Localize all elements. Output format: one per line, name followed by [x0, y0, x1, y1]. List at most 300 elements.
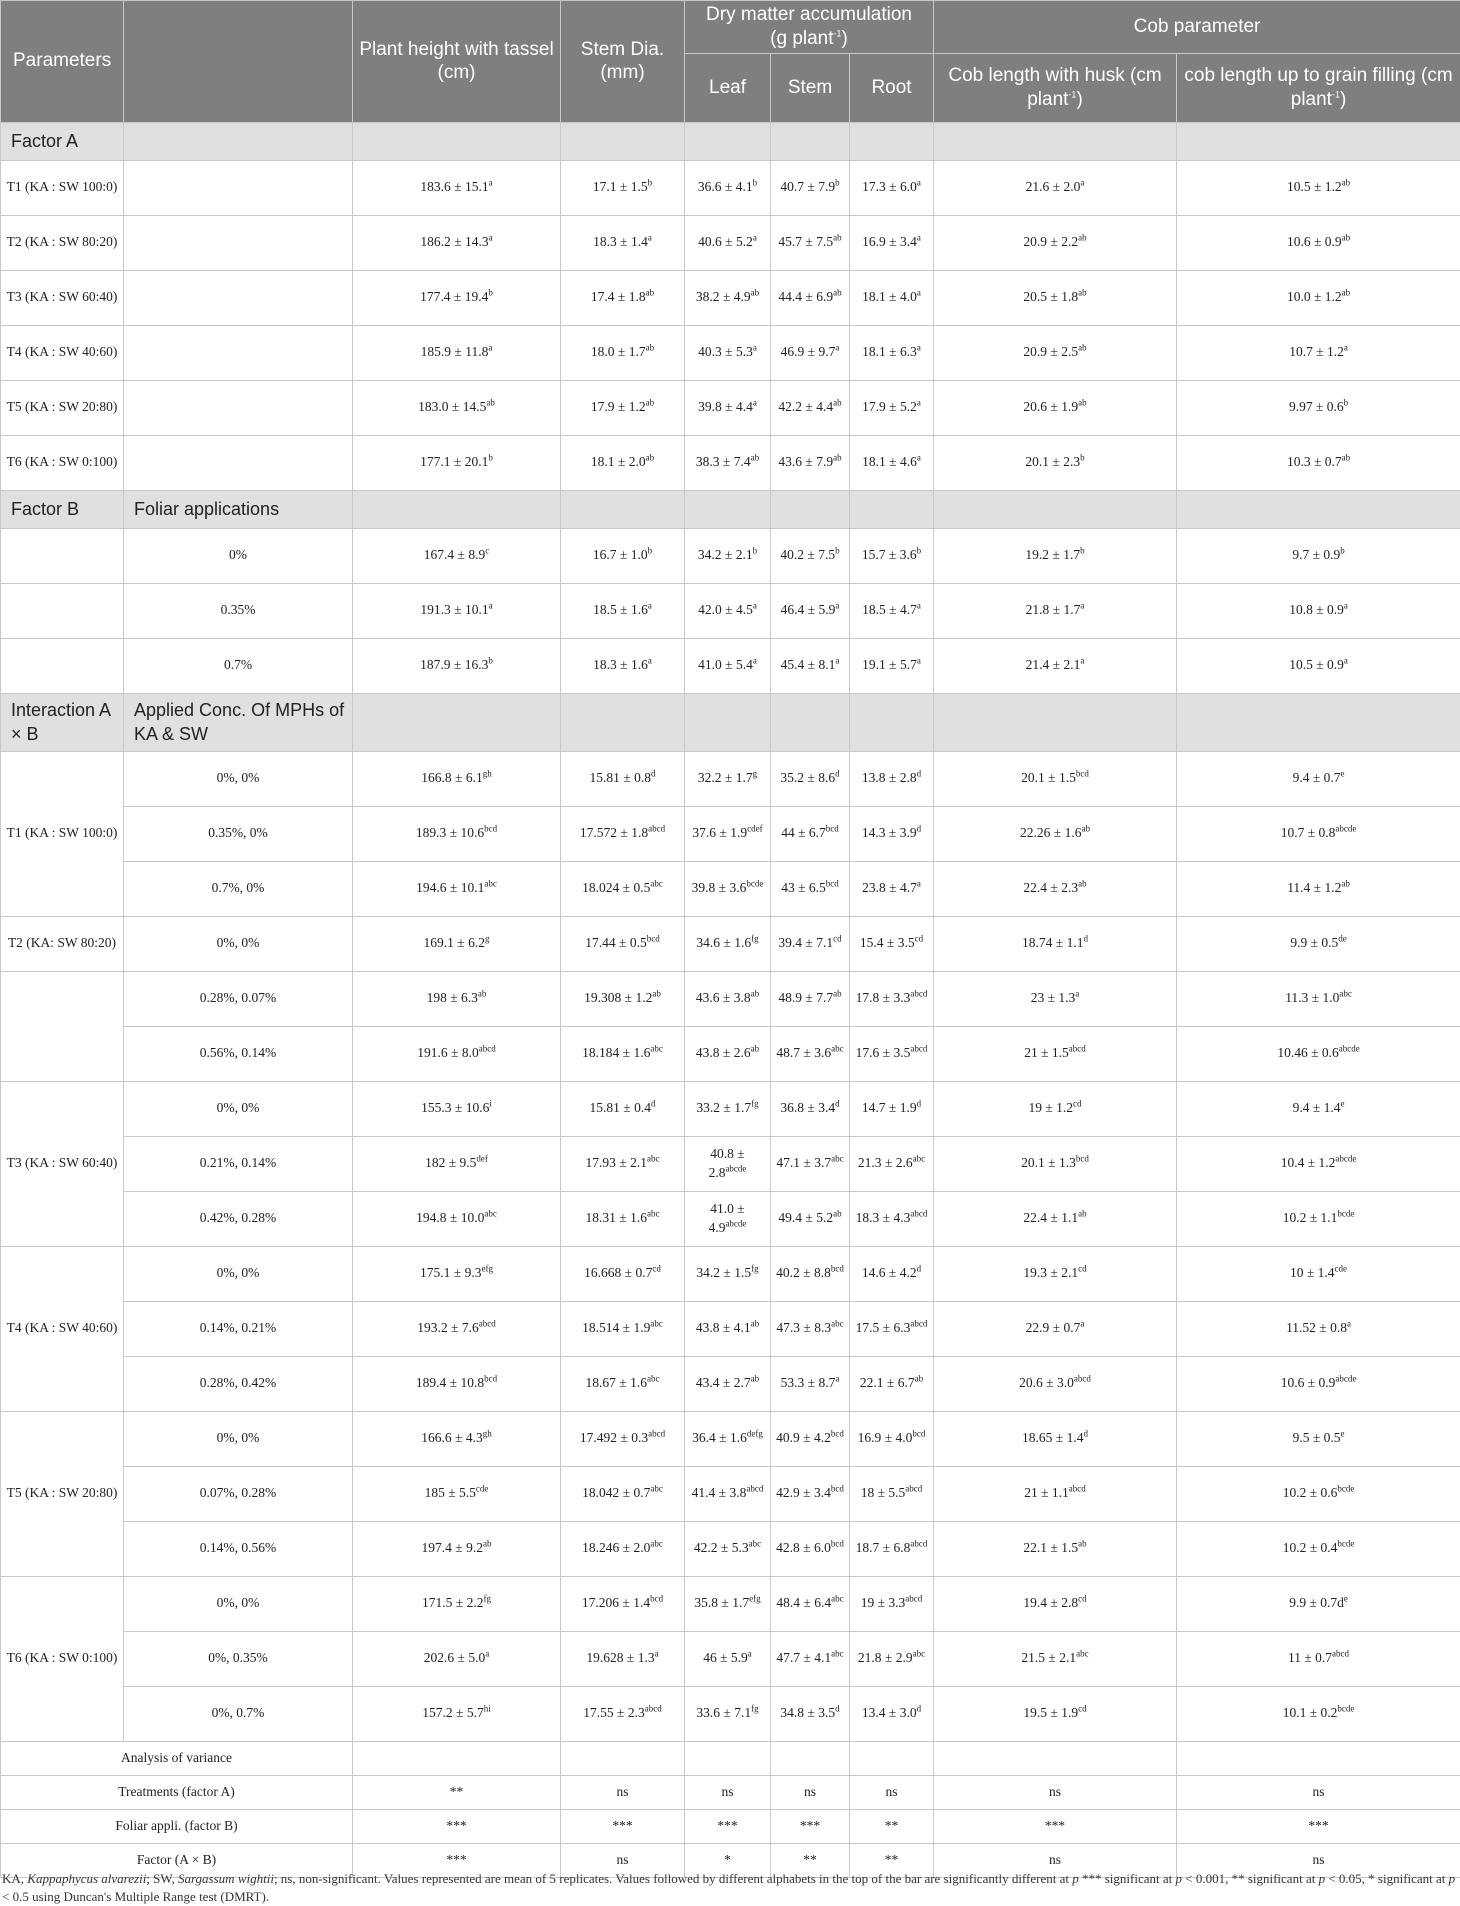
table-footnote [2, 1870, 1458, 1906]
cell-value: 11 ± 0.7 [1288, 1650, 1332, 1665]
section-blank [561, 693, 685, 751]
cell-value: 47.7 ± 4.1 [776, 1650, 831, 1665]
cell-letters: ab [1078, 288, 1087, 298]
cell-cob-grain [1177, 1466, 1460, 1521]
cell-value: 14.7 ± 1.9 [862, 1100, 917, 1115]
cell-leaf [685, 215, 771, 270]
cell-letters: a [917, 453, 921, 463]
cell-plant-height [353, 1686, 561, 1741]
cell-stem [771, 971, 850, 1026]
row-label: 0.28%, 0.07% [124, 971, 353, 1026]
row-blank [1, 583, 124, 638]
fn-text: < 0.001, ** significant at [1182, 1871, 1319, 1886]
cell-value: 166.6 ± 4.3 [421, 1430, 482, 1445]
cell-leaf [685, 806, 771, 861]
cell-letters: abcd [910, 989, 927, 999]
cell-plant-height [353, 971, 561, 1026]
cell-value: 18.3 ± 1.6 [593, 657, 648, 672]
cell-letters: ab [1342, 288, 1351, 298]
cell-letters: a [835, 343, 839, 353]
cell-stem-dia [561, 806, 685, 861]
row-label: T5 (KA : SW 20:80) [1, 380, 124, 435]
cell-cob-grain [1177, 325, 1460, 380]
cell-value: 43.6 ± 3.8 [696, 990, 751, 1005]
row-label: T1 (KA : SW 100:0) [1, 160, 124, 215]
cell-leaf [685, 971, 771, 1026]
cell-letters: abcde [1335, 1374, 1356, 1384]
cell-leaf [685, 1246, 771, 1301]
cell-leaf [685, 638, 771, 693]
cell-letters: ab [751, 453, 760, 463]
cell-letters: ab [1078, 1209, 1087, 1219]
cell-leaf [685, 160, 771, 215]
cell-value: 48.4 ± 6.4 [776, 1595, 831, 1610]
cell-value: 38.2 ± 4.9 [696, 289, 751, 304]
cell-plant-height [353, 1411, 561, 1466]
header-parameters: Parameters [1, 1, 124, 123]
cell-cob-husk [934, 806, 1177, 861]
group-label: T1 (KA : SW 100:0) [1, 751, 124, 916]
cell-letters: abcd [910, 1044, 927, 1054]
cell-cob-husk [934, 435, 1177, 490]
fn-p: p [1319, 1871, 1326, 1886]
cell-leaf [685, 1356, 771, 1411]
cell-letters: b [835, 178, 840, 188]
section-blank [353, 122, 561, 160]
cell-stem [771, 1631, 850, 1686]
header-cob-grain [1177, 53, 1460, 122]
cell-cob-grain [1177, 1356, 1460, 1411]
cell-value: 18.514 ± 1.9 [582, 1320, 650, 1335]
fn-text: *** significant at [1079, 1871, 1176, 1886]
cell-value: 45.4 ± 8.1 [781, 657, 836, 672]
anova-stem: ** [771, 1843, 850, 1877]
cell-value: 36.6 ± 4.1 [698, 179, 753, 194]
cell-letters: abcd [910, 1209, 927, 1219]
cell-letters: d [1083, 934, 1088, 944]
table-row [1, 435, 1460, 490]
cell-letters: abc [831, 1594, 844, 1604]
cell-plant-height [353, 325, 561, 380]
cell-cob-grain [1177, 1081, 1460, 1136]
cell-cob-husk [934, 215, 1177, 270]
cell-value: 20.5 ± 1.8 [1023, 289, 1078, 304]
cell-root [850, 1686, 934, 1741]
cell-cob-grain [1177, 583, 1460, 638]
cell-value: 39.8 ± 3.6 [692, 880, 747, 895]
cell-value: 18.1 ± 6.3 [862, 344, 917, 359]
cell-letters: a [753, 398, 757, 408]
cell-letters: abcd [905, 1594, 922, 1604]
cell-letters: ab [1078, 879, 1087, 889]
cell-value: 34.2 ± 1.5 [696, 1265, 751, 1280]
cell-cob-husk [934, 528, 1177, 583]
cell-value: 9.4 ± 1.4 [1293, 1100, 1341, 1115]
cell-cob-grain [1177, 215, 1460, 270]
cell-root [850, 1026, 934, 1081]
cell-value: 18.3 ± 4.3 [856, 1210, 911, 1225]
cell-letters: abc [650, 1319, 663, 1329]
cell-value: 18.184 ± 1.6 [582, 1045, 650, 1060]
cell-root [850, 325, 934, 380]
cell-letters: bcd [831, 1484, 844, 1494]
cell-value: 183.6 ± 15.1 [420, 179, 488, 194]
cell-leaf [685, 1191, 771, 1246]
section-blank [771, 122, 850, 160]
cell-value: 157.2 ± 5.7 [422, 1705, 483, 1720]
cell-letters: ab [1078, 233, 1087, 243]
cell-letters: gh [483, 1429, 492, 1439]
cell-value: 18.5 ± 4.7 [862, 602, 917, 617]
cell-value: 17.55 ± 2.3 [583, 1705, 644, 1720]
cell-cob-grain [1177, 1411, 1460, 1466]
row-blank [1, 638, 124, 693]
cell-leaf [685, 380, 771, 435]
cell-letters: ab [483, 1539, 492, 1549]
cell-value: 44.4 ± 6.9 [778, 289, 833, 304]
cell-letters: b [648, 546, 653, 556]
cell-letters: fg [751, 934, 759, 944]
cell-letters: ab [652, 989, 661, 999]
table-row [1, 1411, 1460, 1466]
cell-plant-height [353, 1356, 561, 1411]
cell-letters: def [476, 1154, 488, 1164]
row-label: 0.7%, 0% [124, 861, 353, 916]
cell-leaf [685, 751, 771, 806]
cell-letters: ab [1342, 453, 1351, 463]
anova-title: Analysis of variance [1, 1741, 353, 1775]
cell-value: 186.2 ± 14.3 [420, 234, 488, 249]
cell-letters: bcd [650, 1594, 663, 1604]
cell-plant-height [353, 1081, 561, 1136]
cell-stem-dia [561, 1081, 685, 1136]
cell-plant-height [353, 435, 561, 490]
cell-plant-height [353, 1246, 561, 1301]
cell-value: 19.4 ± 2.8 [1023, 1595, 1078, 1610]
cell-letters: a [489, 233, 493, 243]
cell-value: 13.8 ± 2.8 [862, 770, 917, 785]
cell-value: 18.7 ± 6.8 [856, 1540, 911, 1555]
cell-value: 41.4 ± 3.8 [692, 1485, 747, 1500]
cell-value: 10.6 ± 0.9 [1287, 234, 1342, 249]
cell-letters: ab [646, 343, 655, 353]
cell-stem-dia [561, 1356, 685, 1411]
cell-root [850, 270, 934, 325]
cell-letters: abcd [648, 824, 665, 834]
cell-value: 16.7 ± 1.0 [593, 547, 648, 562]
cell-letters: a [917, 288, 921, 298]
cell-plant-height [353, 1026, 561, 1081]
cell-leaf [685, 861, 771, 916]
cell-letters: ab [833, 288, 842, 298]
cell-value: 43 ± 6.5 [781, 880, 826, 895]
cell-value: 198 ± 6.3 [427, 990, 478, 1005]
cell-letters: e [1344, 1594, 1348, 1604]
fn-p: p [1175, 1871, 1182, 1886]
cell-value: 15.7 ± 3.6 [862, 547, 917, 562]
cell-letters: a [835, 656, 839, 666]
cell-letters: a [753, 656, 757, 666]
cell-stem-dia [561, 435, 685, 490]
cell-leaf [685, 1081, 771, 1136]
cell-root [850, 1466, 934, 1521]
table-row [1, 1301, 1460, 1356]
section-blank [353, 693, 561, 751]
cell-letters: abc [831, 1154, 844, 1164]
cell-root [850, 806, 934, 861]
cell-value: 40.6 ± 5.2 [698, 234, 753, 249]
cell-value: 34.2 ± 2.1 [698, 547, 753, 562]
cell-value: 167.4 ± 8.9 [424, 547, 485, 562]
cell-cob-grain [1177, 1246, 1460, 1301]
cell-value: 40.7 ± 7.9 [780, 179, 835, 194]
group-label: T5 (KA : SW 20:80) [1, 1411, 124, 1576]
cell-letters: e [1340, 1099, 1344, 1109]
cell-letters: a [1347, 1319, 1351, 1329]
anova-row [1, 1775, 1460, 1809]
cell-value: 20.6 ± 3.0 [1019, 1375, 1074, 1390]
cell-value: 9.4 ± 0.7 [1293, 770, 1341, 785]
row-blank [124, 270, 353, 325]
anova-blank [934, 1741, 1177, 1775]
cell-letters: ab [751, 1319, 760, 1329]
cell-letters: c [485, 546, 489, 556]
section-blank [1177, 693, 1460, 751]
cell-value: 22.4 ± 2.3 [1023, 880, 1078, 895]
anova-cob-grain: *** [1177, 1809, 1460, 1843]
cell-value: 18.0 ± 1.7 [591, 344, 646, 359]
row-label: T6 (KA : SW 0:100) [1, 435, 124, 490]
cell-letters: cd [833, 934, 842, 944]
cell-letters: ab [1078, 398, 1087, 408]
cell-value: 20.9 ± 2.2 [1023, 234, 1078, 249]
table-row [1, 160, 1460, 215]
cell-letters: abcd [1069, 1044, 1086, 1054]
cell-plant-height [353, 1136, 561, 1191]
cell-value: 11.4 ± 1.2 [1287, 880, 1341, 895]
cell-value: 202.6 ± 5.0 [424, 1650, 485, 1665]
section-blank [850, 122, 934, 160]
cell-letters: d [917, 769, 922, 779]
cell-stem [771, 325, 850, 380]
cell-letters: b [1080, 453, 1085, 463]
cell-cob-husk [934, 1686, 1177, 1741]
cell-cob-husk [934, 1246, 1177, 1301]
row-label: 0.14%, 0.56% [124, 1521, 353, 1576]
cell-letters: ab [1342, 178, 1351, 188]
cell-value: 18.31 ± 1.6 [586, 1210, 647, 1225]
row-label: 0.21%, 0.14% [124, 1136, 353, 1191]
anova-leaf: * [685, 1843, 771, 1877]
cob-grain-sup: -1 [1332, 89, 1340, 99]
cell-root [850, 1246, 934, 1301]
cell-value: 18.1 ± 2.0 [591, 454, 646, 469]
section-blank [934, 122, 1177, 160]
anova-leaf: ns [685, 1775, 771, 1809]
cell-letters: defg [747, 1429, 763, 1439]
cell-value: 23.8 ± 4.7 [862, 880, 917, 895]
cell-value: 43.4 ± 2.7 [696, 1375, 751, 1390]
cell-value: 21.5 ± 2.1 [1021, 1650, 1076, 1665]
cell-value: 43.6 ± 7.9 [778, 454, 833, 469]
cell-letters: d [917, 824, 922, 834]
section-blank [1177, 122, 1460, 160]
cob-husk-sup: -1 [1068, 89, 1076, 99]
cell-letters: ab [646, 398, 655, 408]
cell-value: 10.7 ± 1.2 [1289, 344, 1344, 359]
cell-value: 17.9 ± 5.2 [862, 399, 917, 414]
cell-stem-dia [561, 583, 685, 638]
cell-letters: b [488, 288, 493, 298]
cell-letters: a [485, 1649, 489, 1659]
cell-letters: a [917, 178, 921, 188]
cell-letters: abc [647, 1374, 660, 1384]
cell-value: 47.1 ± 3.7 [776, 1155, 831, 1170]
cell-plant-height [353, 215, 561, 270]
table-row [1, 325, 1460, 380]
cell-letters: abcde [725, 1163, 746, 1173]
cell-value: 40.3 ± 5.3 [698, 344, 753, 359]
cell-stem [771, 1081, 850, 1136]
cell-cob-grain [1177, 435, 1460, 490]
cell-cob-husk [934, 1136, 1177, 1191]
cell-value: 15.4 ± 3.5 [860, 935, 915, 950]
cell-value: 15.81 ± 0.8 [590, 770, 651, 785]
cell-value: 23 ± 1.3 [1031, 990, 1076, 1005]
cell-stem [771, 215, 850, 270]
row-label: 0%, 0.35% [124, 1631, 353, 1686]
cell-cob-grain [1177, 1631, 1460, 1686]
cell-value: 22.1 ± 1.5 [1023, 1540, 1078, 1555]
cell-cob-husk [934, 971, 1177, 1026]
cell-letters: bcd [831, 1264, 844, 1274]
cell-letters: g [485, 934, 490, 944]
cell-value: 189.4 ± 10.8 [416, 1375, 484, 1390]
cell-value: 10 ± 1.4 [1290, 1265, 1335, 1280]
cell-letters: ab [915, 1374, 924, 1384]
row-label: 0% [124, 528, 353, 583]
anova-cob-husk: ns [934, 1843, 1177, 1877]
cell-cob-husk [934, 325, 1177, 380]
cell-letters: a [648, 601, 652, 611]
cell-value: 19.5 ± 1.9 [1023, 1705, 1078, 1720]
table-row [1, 1686, 1460, 1741]
cell-letters: abcd [910, 1319, 927, 1329]
cell-value: 14.6 ± 4.2 [862, 1265, 917, 1280]
cell-value: 21 ± 1.1 [1024, 1485, 1069, 1500]
cell-letters: ab [1341, 879, 1350, 889]
cell-value: 40.8 ± 2.8 [709, 1146, 745, 1179]
cell-letters: abcd [905, 1484, 922, 1494]
cell-value: 22.9 ± 0.7 [1026, 1320, 1081, 1335]
cell-cob-grain [1177, 1191, 1460, 1246]
cell-value: 18.1 ± 4.0 [862, 289, 917, 304]
anova-blank [353, 1741, 561, 1775]
cell-value: 22.26 ± 1.6 [1020, 825, 1081, 840]
cell-stem-dia [561, 861, 685, 916]
cell-letters: abcde [1339, 1044, 1360, 1054]
anova-cob-husk: ns [934, 1775, 1177, 1809]
cell-value: 9.97 ± 0.6 [1289, 399, 1344, 414]
cell-cob-husk [934, 1631, 1177, 1686]
cell-stem-dia [561, 751, 685, 806]
header-stem-dia: Stem Dia. (mm) [561, 1, 685, 123]
table-row [1, 1576, 1460, 1631]
cell-value: 43.8 ± 4.1 [696, 1320, 751, 1335]
anova-plant-height: *** [353, 1809, 561, 1843]
cell-value: 191.6 ± 8.0 [417, 1045, 478, 1060]
cell-value: 9.7 ± 0.9 [1292, 547, 1340, 562]
cell-stem [771, 435, 850, 490]
cell-value: 10.5 ± 0.9 [1289, 657, 1344, 672]
cell-letters: b [1344, 398, 1349, 408]
row-blank [1, 528, 124, 583]
cell-letters: abcde [1335, 824, 1356, 834]
cell-letters: bcd [831, 1539, 844, 1549]
cell-value: 17.5 ± 6.3 [856, 1320, 911, 1335]
cell-value: 10.3 ± 0.7 [1287, 454, 1342, 469]
fn-text: KA, [2, 1871, 27, 1886]
section-blank [850, 693, 934, 751]
cell-letters: abc [831, 1649, 844, 1659]
row-label: 0%, 0.7% [124, 1686, 353, 1741]
cell-cob-husk [934, 1191, 1177, 1246]
cell-value: 10.6 ± 0.9 [1281, 1375, 1336, 1390]
cell-value: 17.4 ± 1.8 [591, 289, 646, 304]
section-blank [561, 122, 685, 160]
table-row [1, 1631, 1460, 1686]
row-label: 0.7% [124, 638, 353, 693]
cell-letters: hi [484, 1704, 491, 1714]
cell-stem [771, 528, 850, 583]
cell-cob-husk [934, 160, 1177, 215]
cell-cob-husk [934, 1576, 1177, 1631]
cell-letters: abc [647, 1209, 660, 1219]
cell-value: 10.2 ± 1.1 [1283, 1210, 1338, 1225]
section-title: Factor A [1, 122, 124, 160]
row-label: 0.28%, 0.42% [124, 1356, 353, 1411]
row-blank [124, 435, 353, 490]
cell-root [850, 638, 934, 693]
anova-plant-height: *** [353, 1843, 561, 1877]
cell-letters: abcd [648, 1429, 665, 1439]
fn-text: ; ns, non-significant. Values represented are mean of 5 replicates. Values followed by different alphabets in the top of the bar are significantly different at [274, 1871, 1072, 1886]
cell-value: 42.2 ± 4.4 [778, 399, 833, 414]
cell-cob-grain [1177, 751, 1460, 806]
row-blank [124, 160, 353, 215]
cell-value: 39.4 ± 7.1 [778, 935, 833, 950]
cell-stem [771, 1246, 850, 1301]
cell-value: 197.4 ± 9.2 [422, 1540, 483, 1555]
cell-cob-husk [934, 1466, 1177, 1521]
cell-letters: b [1080, 546, 1085, 556]
row-label: 0%, 0% [124, 1081, 353, 1136]
cell-stem [771, 751, 850, 806]
cell-cob-husk [934, 1356, 1177, 1411]
cell-root [850, 751, 934, 806]
cell-plant-height [353, 916, 561, 971]
cell-stem [771, 583, 850, 638]
cell-value: 17.492 ± 0.3 [580, 1430, 648, 1445]
cell-value: 189.3 ± 10.6 [416, 825, 484, 840]
cell-value: 10.8 ± 0.9 [1289, 602, 1344, 617]
cell-cob-grain [1177, 270, 1460, 325]
cell-plant-height [353, 1191, 561, 1246]
cell-root [850, 583, 934, 638]
cell-letters: ab [833, 233, 842, 243]
cell-cob-grain [1177, 380, 1460, 435]
cell-leaf [685, 1686, 771, 1741]
